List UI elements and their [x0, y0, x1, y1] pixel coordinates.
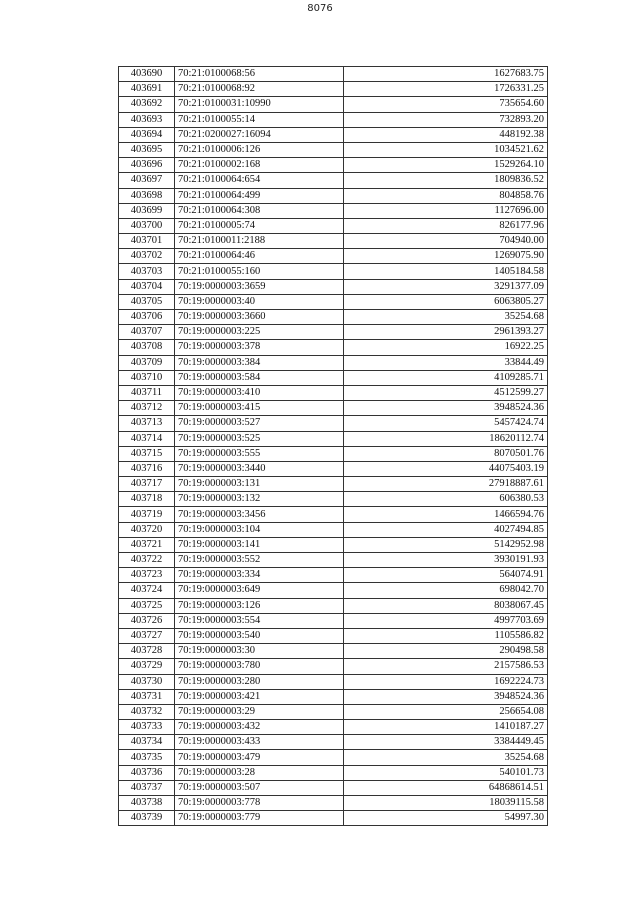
cadastral-number-cell: 70:21:0100064:654: [175, 173, 344, 188]
table-row: [119, 750, 548, 765]
cadastral-number-cell: 70:19:0000003:3659: [175, 279, 344, 294]
cadastral-value-cell: 290498.58: [344, 644, 548, 659]
row-number-cell: 403699: [119, 203, 175, 218]
row-number-cell: 403718: [119, 492, 175, 507]
table-row: [119, 720, 548, 735]
cadastral-value-cell: 54997.30: [344, 811, 548, 826]
table-row: [119, 568, 548, 583]
row-number-cell: 403703: [119, 264, 175, 279]
row-number-cell: 403696: [119, 158, 175, 173]
cadastral-number-cell: 70:19:0000003:28: [175, 765, 344, 780]
cadastral-value-cell: 16922.25: [344, 340, 548, 355]
cadastral-value-cell: 564074.91: [344, 568, 548, 583]
row-number-cell: 403707: [119, 325, 175, 340]
row-number-cell: 403693: [119, 112, 175, 127]
table-row: [119, 644, 548, 659]
row-number-cell: 403695: [119, 142, 175, 157]
row-number-cell: 403719: [119, 507, 175, 522]
cadastral-number-cell: 70:21:0100068:56: [175, 67, 344, 82]
row-number-cell: 403729: [119, 659, 175, 674]
row-number-cell: 403724: [119, 583, 175, 598]
cadastral-value-cell: 18039115.58: [344, 796, 548, 811]
cadastral-value-cell: 606380.53: [344, 492, 548, 507]
row-number-cell: 403739: [119, 811, 175, 826]
table-row: [119, 67, 548, 82]
cadastral-value-cell: 804858.76: [344, 188, 548, 203]
table-row: [119, 218, 548, 233]
cadastral-number-cell: 70:21:0100068:92: [175, 82, 344, 97]
cadastral-value-cell: 540101.73: [344, 765, 548, 780]
cadastral-value-cell: 3948524.36: [344, 401, 548, 416]
cadastral-value-cell: 704940.00: [344, 234, 548, 249]
row-number-cell: 403690: [119, 67, 175, 82]
cadastral-value-cell: 1726331.25: [344, 82, 548, 97]
table-row: [119, 203, 548, 218]
cadastral-number-cell: 70:21:0100031:10990: [175, 97, 344, 112]
table-row: [119, 689, 548, 704]
table-row: [119, 659, 548, 674]
cadastral-value-cell: 35254.68: [344, 310, 548, 325]
table-row: [119, 446, 548, 461]
cadastral-value-cell: 3291377.09: [344, 279, 548, 294]
cadastral-value-table: [118, 66, 548, 826]
cadastral-value-cell: 1405184.58: [344, 264, 548, 279]
table-row: [119, 628, 548, 643]
cadastral-number-cell: 70:19:0000003:280: [175, 674, 344, 689]
cadastral-value-cell: 2961393.27: [344, 325, 548, 340]
table-row: [119, 112, 548, 127]
cadastral-value-cell: 5142952.98: [344, 537, 548, 552]
cadastral-value-cell: 1809836.52: [344, 173, 548, 188]
row-number-cell: 403723: [119, 568, 175, 583]
table-row: [119, 370, 548, 385]
cadastral-number-cell: 70:19:0000003:3440: [175, 461, 344, 476]
table-row: [119, 735, 548, 750]
cadastral-number-cell: 70:19:0000003:384: [175, 355, 344, 370]
cadastral-number-cell: 70:21:0100064:46: [175, 249, 344, 264]
cadastral-number-cell: 70:19:0000003:410: [175, 385, 344, 400]
cadastral-value-cell: 18620112.74: [344, 431, 548, 446]
cadastral-number-cell: 70:19:0000003:525: [175, 431, 344, 446]
row-number-cell: 403734: [119, 735, 175, 750]
row-number-cell: 403730: [119, 674, 175, 689]
cadastral-value-cell: 4512599.27: [344, 385, 548, 400]
row-number-cell: 403732: [119, 704, 175, 719]
cadastral-number-cell: 70:19:0000003:40: [175, 294, 344, 309]
cadastral-value-cell: 1627683.75: [344, 67, 548, 82]
table-row: [119, 82, 548, 97]
table-row: [119, 811, 548, 826]
cadastral-value-cell: 1127696.00: [344, 203, 548, 218]
table-row: [119, 598, 548, 613]
table-row: [119, 477, 548, 492]
row-number-cell: 403700: [119, 218, 175, 233]
row-number-cell: 403717: [119, 477, 175, 492]
row-number-cell: 403701: [119, 234, 175, 249]
table-row: [119, 188, 548, 203]
cadastral-number-cell: 70:19:0000003:479: [175, 750, 344, 765]
cadastral-number-cell: 70:19:0000003:3660: [175, 310, 344, 325]
table-row: [119, 279, 548, 294]
cadastral-value-cell: 1529264.10: [344, 158, 548, 173]
cadastral-value-cell: 44075403.19: [344, 461, 548, 476]
table-row: [119, 310, 548, 325]
table-row: [119, 325, 548, 340]
cadastral-value-cell: 8038067.45: [344, 598, 548, 613]
cadastral-value-cell: 1105586.82: [344, 628, 548, 643]
row-number-cell: 403710: [119, 370, 175, 385]
row-number-cell: 403738: [119, 796, 175, 811]
row-number-cell: 403698: [119, 188, 175, 203]
table-row: [119, 340, 548, 355]
table-row: [119, 461, 548, 476]
cadastral-value-cell: 4109285.71: [344, 370, 548, 385]
cadastral-number-cell: 70:19:0000003:126: [175, 598, 344, 613]
row-number-cell: 403736: [119, 765, 175, 780]
cadastral-number-cell: 70:19:0000003:3456: [175, 507, 344, 522]
table-row: [119, 522, 548, 537]
cadastral-number-cell: 70:19:0000003:552: [175, 553, 344, 568]
table-row: [119, 234, 548, 249]
cadastral-number-cell: 70:21:0100002:168: [175, 158, 344, 173]
cadastral-number-cell: 70:21:0100005:74: [175, 218, 344, 233]
row-number-cell: 403712: [119, 401, 175, 416]
cadastral-value-cell: 732893.20: [344, 112, 548, 127]
cadastral-number-cell: 70:19:0000003:555: [175, 446, 344, 461]
row-number-cell: 403737: [119, 780, 175, 795]
table-row: [119, 416, 548, 431]
table-row: [119, 173, 548, 188]
cadastral-value-cell: 27918887.61: [344, 477, 548, 492]
cadastral-value-cell: 2157586.53: [344, 659, 548, 674]
table-row: [119, 385, 548, 400]
cadastral-value-cell: 698042.70: [344, 583, 548, 598]
cadastral-number-cell: 70:19:0000003:29: [175, 704, 344, 719]
table-row: [119, 264, 548, 279]
cadastral-number-cell: 70:19:0000003:649: [175, 583, 344, 598]
table-body: [119, 67, 548, 826]
cadastral-number-cell: 70:19:0000003:527: [175, 416, 344, 431]
table-row: [119, 142, 548, 157]
cadastral-value-cell: 1269075.90: [344, 249, 548, 264]
cadastral-number-cell: 70:21:0100011:2188: [175, 234, 344, 249]
cadastral-number-cell: 70:21:0100055:14: [175, 112, 344, 127]
table-row: [119, 796, 548, 811]
row-number-cell: 403713: [119, 416, 175, 431]
cadastral-number-cell: 70:21:0100006:126: [175, 142, 344, 157]
cadastral-value-cell: 826177.96: [344, 218, 548, 233]
table-row: [119, 507, 548, 522]
cadastral-value-cell: 4997703.69: [344, 613, 548, 628]
table-row: [119, 431, 548, 446]
row-number-cell: 403691: [119, 82, 175, 97]
cadastral-value-cell: 1410187.27: [344, 720, 548, 735]
row-number-cell: 403692: [119, 97, 175, 112]
cadastral-number-cell: 70:19:0000003:433: [175, 735, 344, 750]
cadastral-value-cell: 35254.68: [344, 750, 548, 765]
table-row: [119, 583, 548, 598]
row-number-cell: 403708: [119, 340, 175, 355]
cadastral-value-cell: 6063805.27: [344, 294, 548, 309]
table-row: [119, 97, 548, 112]
cadastral-number-cell: 70:19:0000003:334: [175, 568, 344, 583]
cadastral-number-cell: 70:21:0100064:308: [175, 203, 344, 218]
table-row: [119, 553, 548, 568]
row-number-cell: 403731: [119, 689, 175, 704]
row-number-cell: 403735: [119, 750, 175, 765]
row-number-cell: 403733: [119, 720, 175, 735]
page-number: 8076: [307, 3, 333, 14]
row-number-cell: 403709: [119, 355, 175, 370]
row-number-cell: 403694: [119, 127, 175, 142]
row-number-cell: 403705: [119, 294, 175, 309]
cadastral-value-cell: 64868614.51: [344, 780, 548, 795]
row-number-cell: 403728: [119, 644, 175, 659]
table-row: [119, 355, 548, 370]
cadastral-value-cell: 1466594.76: [344, 507, 548, 522]
cadastral-number-cell: 70:19:0000003:507: [175, 780, 344, 795]
row-number-cell: 403711: [119, 385, 175, 400]
cadastral-number-cell: 70:19:0000003:132: [175, 492, 344, 507]
cadastral-number-cell: 70:19:0000003:780: [175, 659, 344, 674]
table-row: [119, 674, 548, 689]
row-number-cell: 403727: [119, 628, 175, 643]
table-row: [119, 401, 548, 416]
row-number-cell: 403697: [119, 173, 175, 188]
cadastral-value-cell: 1692224.73: [344, 674, 548, 689]
cadastral-number-cell: 70:19:0000003:141: [175, 537, 344, 552]
row-number-cell: 403722: [119, 553, 175, 568]
table-row: [119, 249, 548, 264]
row-number-cell: 403714: [119, 431, 175, 446]
row-number-cell: 403715: [119, 446, 175, 461]
cadastral-value-cell: 8070501.76: [344, 446, 548, 461]
cadastral-number-cell: 70:19:0000003:554: [175, 613, 344, 628]
cadastral-number-cell: 70:19:0000003:104: [175, 522, 344, 537]
row-number-cell: 403720: [119, 522, 175, 537]
table-row: [119, 704, 548, 719]
row-number-cell: 403726: [119, 613, 175, 628]
row-number-cell: 403706: [119, 310, 175, 325]
cadastral-value-cell: 3930191.93: [344, 553, 548, 568]
table-row: [119, 158, 548, 173]
row-number-cell: 403716: [119, 461, 175, 476]
cadastral-value-cell: 1034521.62: [344, 142, 548, 157]
cadastral-number-cell: 70:19:0000003:778: [175, 796, 344, 811]
cadastral-number-cell: 70:19:0000003:779: [175, 811, 344, 826]
table-row: [119, 492, 548, 507]
cadastral-number-cell: 70:19:0000003:131: [175, 477, 344, 492]
cadastral-value-cell: 256654.08: [344, 704, 548, 719]
cadastral-number-cell: 70:19:0000003:421: [175, 689, 344, 704]
cadastral-value-cell: 4027494.85: [344, 522, 548, 537]
table-row: [119, 537, 548, 552]
cadastral-number-cell: 70:19:0000003:584: [175, 370, 344, 385]
table-row: [119, 613, 548, 628]
cadastral-value-cell: 33844.49: [344, 355, 548, 370]
cadastral-number-cell: 70:19:0000003:540: [175, 628, 344, 643]
cadastral-value-cell: 735654.60: [344, 97, 548, 112]
cadastral-number-cell: 70:19:0000003:30: [175, 644, 344, 659]
row-number-cell: 403721: [119, 537, 175, 552]
table-row: [119, 127, 548, 142]
cadastral-value-cell: 3384449.45: [344, 735, 548, 750]
cadastral-value-cell: 448192.38: [344, 127, 548, 142]
cadastral-number-cell: 70:19:0000003:225: [175, 325, 344, 340]
row-number-cell: 403702: [119, 249, 175, 264]
cadastral-number-cell: 70:19:0000003:378: [175, 340, 344, 355]
cadastral-number-cell: 70:19:0000003:432: [175, 720, 344, 735]
cadastral-value-cell: 3948524.36: [344, 689, 548, 704]
cadastral-number-cell: 70:21:0200027:16094: [175, 127, 344, 142]
table-row: [119, 765, 548, 780]
row-number-cell: 403704: [119, 279, 175, 294]
cadastral-number-cell: 70:19:0000003:415: [175, 401, 344, 416]
cadastral-number-cell: 70:21:0100064:499: [175, 188, 344, 203]
cadastral-value-cell: 5457424.74: [344, 416, 548, 431]
cadastral-number-cell: 70:21:0100055:160: [175, 264, 344, 279]
table-row: [119, 780, 548, 795]
row-number-cell: 403725: [119, 598, 175, 613]
table-row: [119, 294, 548, 309]
